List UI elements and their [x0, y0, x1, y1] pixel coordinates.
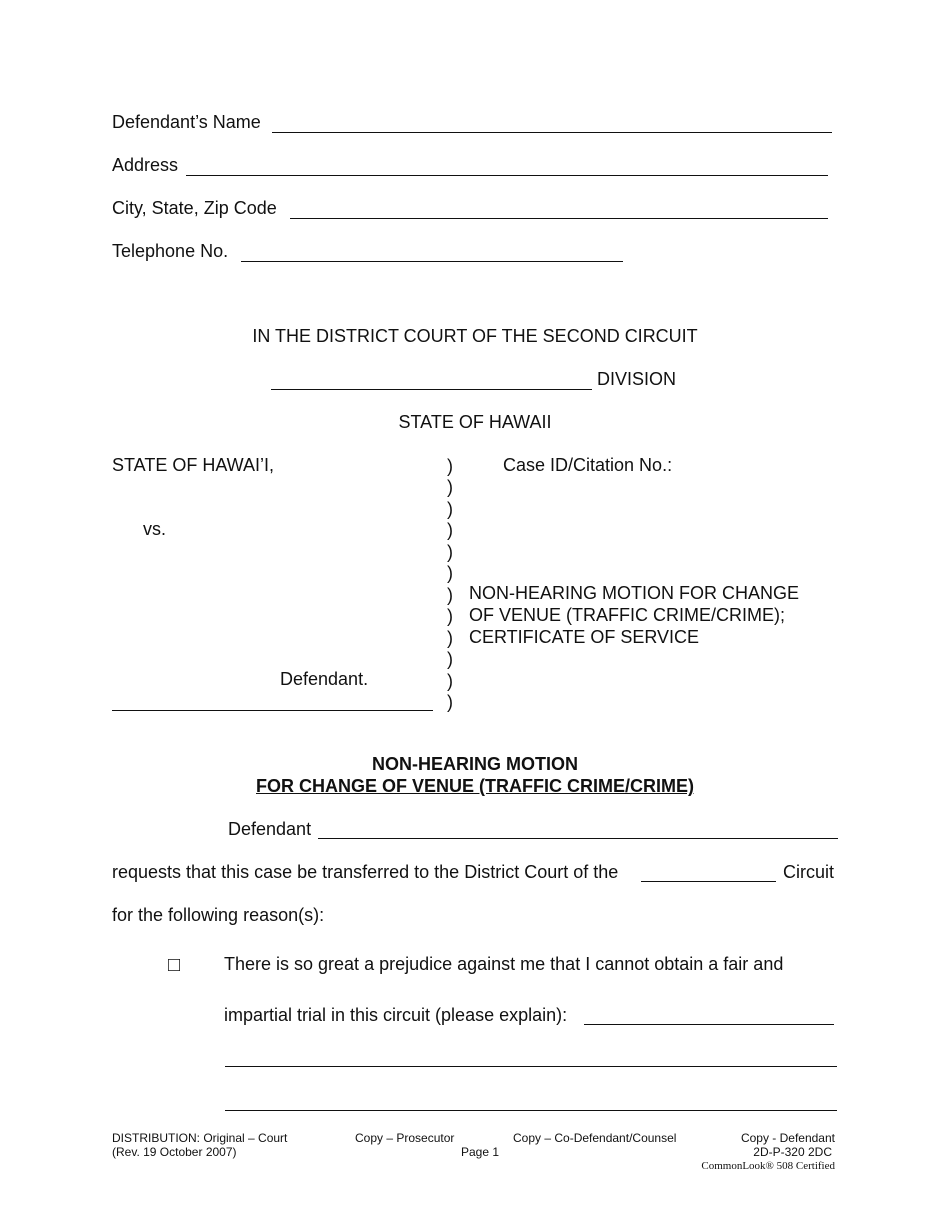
explanation-line[interactable] — [225, 1066, 837, 1067]
address-label: Address — [112, 155, 179, 175]
caption-paren: ) — [447, 477, 453, 497]
revision-date: (Rev. 19 October 2007) — [112, 1145, 237, 1159]
city-state-zip-label: City, State, Zip Code — [112, 198, 277, 218]
explanation-field[interactable] — [584, 1024, 834, 1025]
address-field[interactable] — [186, 175, 828, 176]
copy-prosecutor: Copy – Prosecutor — [355, 1131, 455, 1145]
circuit-field[interactable] — [641, 881, 776, 882]
defendant-name-field[interactable] — [272, 132, 832, 133]
defendant-name-label: Defendant’s Name — [112, 112, 261, 132]
caption-paren: ) — [447, 563, 453, 583]
reasons-intro: for the following reason(s): — [112, 905, 325, 925]
case-id-label: Case ID/Citation No.: — [503, 455, 673, 475]
defendant-field[interactable] — [318, 838, 838, 839]
circuit-label: Circuit — [783, 862, 835, 882]
caption-paren: ) — [447, 520, 453, 540]
division-field[interactable] — [271, 389, 592, 390]
caption-paren: ) — [447, 499, 453, 519]
defendant-label: Defendant — [228, 819, 312, 839]
explanation-line[interactable] — [225, 1110, 837, 1111]
versus-label: vs. — [143, 519, 167, 539]
city-state-zip-field[interactable] — [290, 218, 828, 219]
court-heading: IN THE DISTRICT COURT OF THE SECOND CIRCUIT — [252, 326, 698, 346]
motion-subtitle: FOR CHANGE OF VENUE (TRAFFIC CRIME/CRIME) — [256, 776, 694, 796]
reason-prejudice-text: There is so great a prejudice against me that I cannot obtain a fair and — [224, 954, 784, 974]
reason-prejudice-explain-label: impartial trial in this circuit (please explain): — [224, 1005, 568, 1025]
document-title-line: CERTIFICATE OF SERVICE — [469, 627, 700, 647]
state-heading: STATE OF HAWAII — [398, 412, 552, 432]
caption-paren: ) — [447, 585, 453, 605]
certification-mark: CommonLook® 508 Certified — [701, 1160, 835, 1172]
prejudice-checkbox[interactable]: □ — [168, 954, 181, 976]
document-title-line: OF VENUE (TRAFFIC CRIME/CRIME); — [469, 605, 785, 625]
transfer-request-text: requests that this case be transferred to the District Court of the — [112, 862, 619, 882]
caption-paren: ) — [447, 671, 453, 691]
telephone-field[interactable] — [241, 261, 623, 262]
telephone-label: Telephone No. — [112, 241, 229, 261]
page-number: Page 1 — [461, 1145, 500, 1159]
form-number: 2D-P-320 2DC — [753, 1145, 832, 1159]
defendant-caption-field[interactable] — [112, 710, 433, 711]
plaintiff-name: STATE OF HAWAI’I, — [112, 455, 274, 475]
copy-codefendant: Copy – Co-Defendant/Counsel — [513, 1131, 677, 1145]
caption-paren: ) — [447, 649, 453, 669]
caption-paren: ) — [447, 692, 453, 712]
document-title-line: NON-HEARING MOTION FOR CHANGE — [469, 583, 800, 603]
caption-paren: ) — [447, 606, 453, 626]
caption-paren: ) — [447, 542, 453, 562]
distribution-label: DISTRIBUTION: Original – Court — [112, 1131, 288, 1145]
copy-defendant: Copy - Defendant — [740, 1131, 835, 1145]
caption-paren: ) — [447, 456, 453, 476]
defendant-caption-label: Defendant. — [280, 669, 369, 689]
division-label: DIVISION — [597, 369, 677, 389]
caption-paren: ) — [447, 628, 453, 648]
motion-title: NON-HEARING MOTION — [372, 754, 578, 774]
